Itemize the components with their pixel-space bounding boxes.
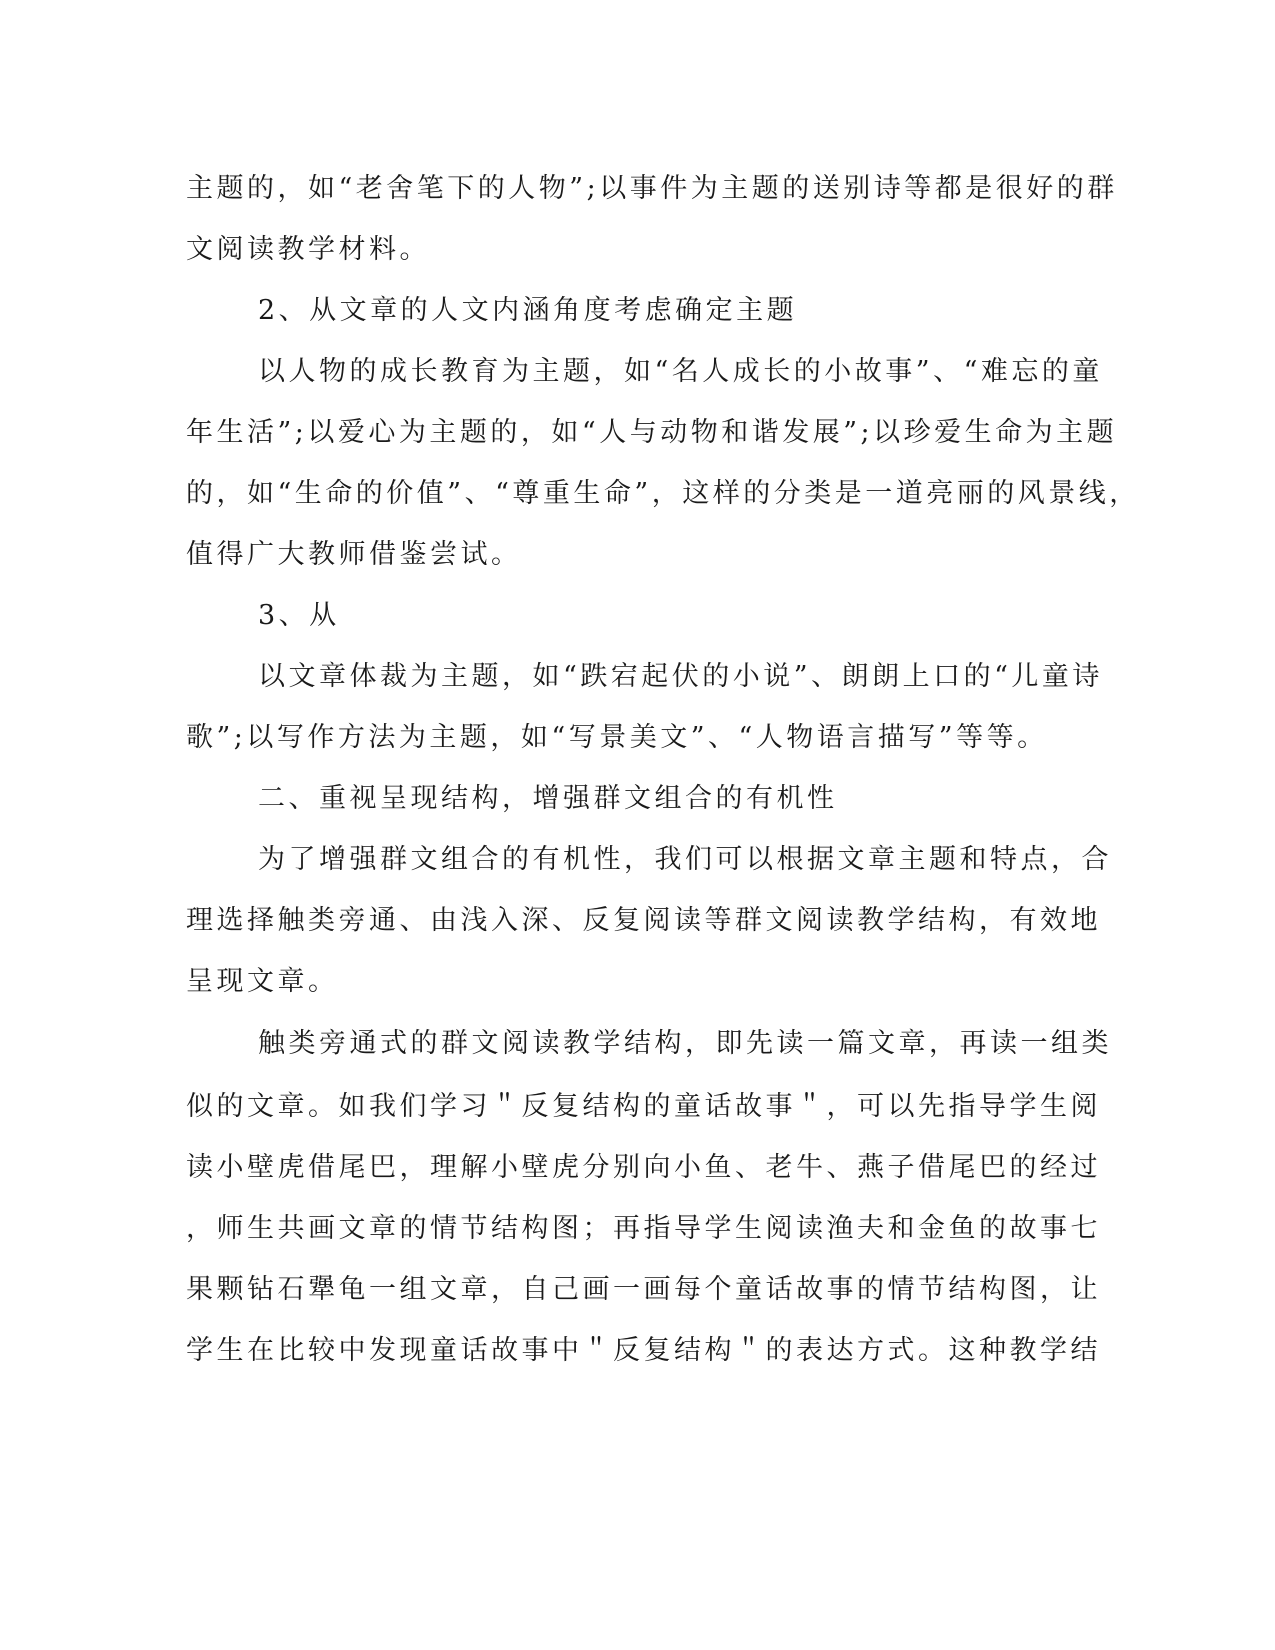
paragraph-line: 以人物的成长教育为主题，如“名人成长的小故事”、“难忘的童 [258,356,1103,387]
paragraph-line: 学生在比较中发现童话故事中＂反复结构＂的表达方式。这种教学结 [186,1335,1101,1366]
paragraph-line: ，师生共画文章的情节结构图；再指导学生阅读渔夫和金鱼的故事七 [186,1213,1101,1244]
paragraph-line: 的，如“生命的价值”、“尊重生命”，这样的分类是一道亮丽的风景线， [186,478,1140,509]
paragraph-line: 读小壁虎借尾巴，理解小壁虎分别向小鱼、老牛、燕子借尾巴的经过 [186,1152,1101,1183]
paragraph-line: 以文章体裁为主题，如“跌宕起伏的小说”、朗朗上口的“儿童诗 [258,661,1103,692]
paragraph-line: 歌”;以写作方法为主题，如“写景美文”、“人物语言描写”等等。 [186,722,1048,753]
paragraph-line: 似的文章。如我们学习＂反复结构的童话故事＂，可以先指导学生阅 [186,1091,1101,1122]
paragraph-line: 为了增强群文组合的有机性，我们可以根据文章主题和特点，合 [258,844,1112,875]
paragraph-line: 理选择触类旁通、由浅入深、反复阅读等群文阅读教学结构，有效地 [186,905,1101,936]
paragraph-line: 果颗钻石犟龟一组文章，自己画一画每个童话故事的情节结构图，让 [186,1274,1101,1305]
paragraph-line: 触类旁通式的群文阅读教学结构，即先读一篇文章，再读一组类 [258,1028,1112,1059]
section-heading: 3、从 [258,600,340,631]
document-body [186,158,1140,1381]
section-heading: 2、从文章的人文内涵角度考虑确定主题 [258,295,798,326]
section-heading: 二、重视呈现结构，增强群文组合的有机性 [258,783,838,814]
paragraph-line: 值得广大教师借鉴尝试。 [186,539,522,570]
paragraph-line: 呈现文章。 [186,966,339,997]
paragraph-line: 主题的，如“老舍笔下的人物”;以事件为主题的送别诗等都是很好的群 [186,173,1118,204]
paragraph-line: 年生活”;以爱心为主题的，如“人与动物和谐发展”;以珍爱生命为主题 [186,417,1118,448]
paragraph-line: 文阅读教学材料。 [186,234,430,265]
